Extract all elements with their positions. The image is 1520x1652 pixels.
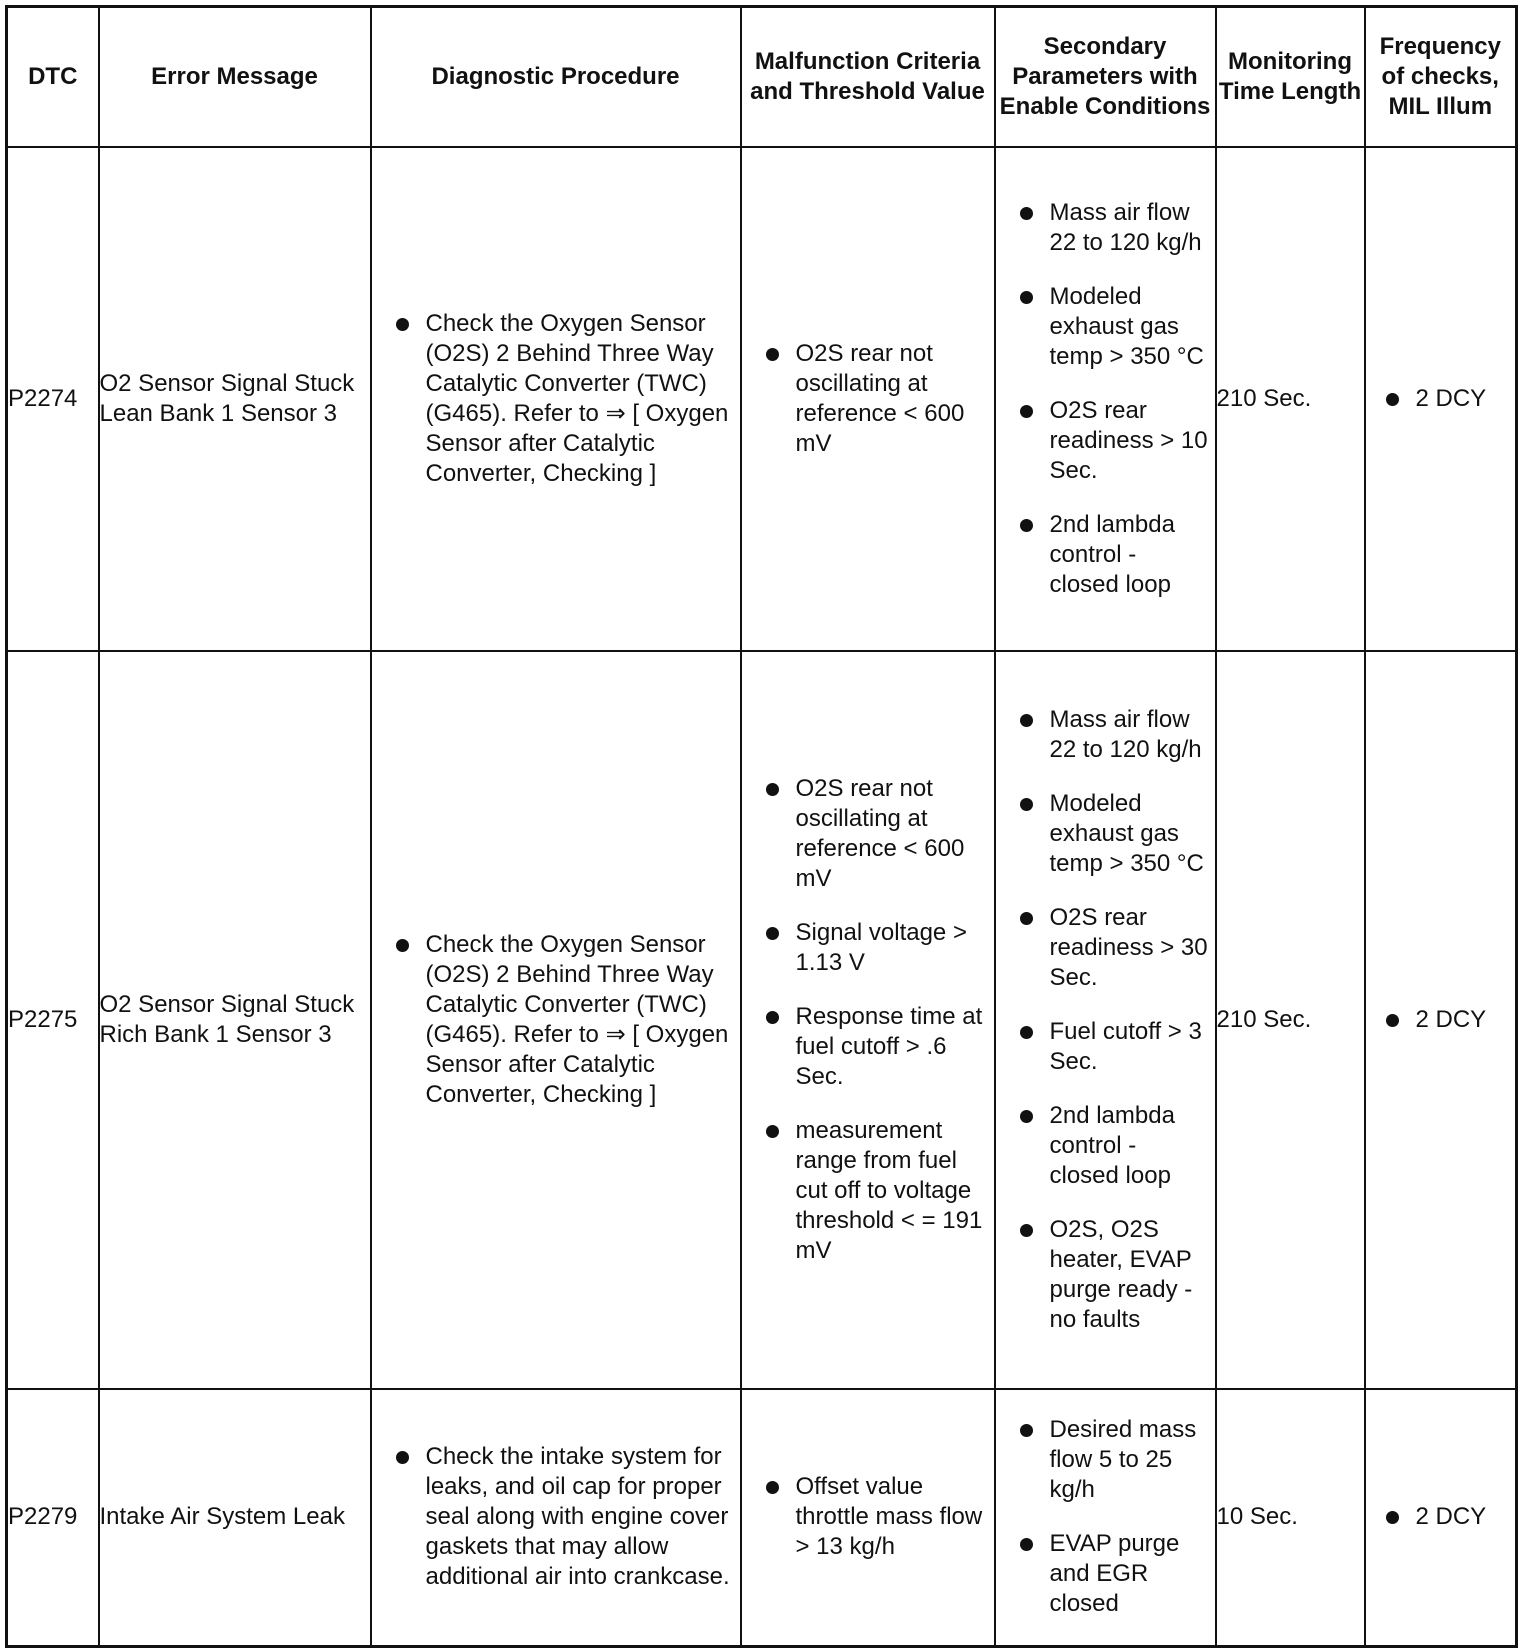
secondary-parameter-item: Mass air flow 22 to 120 kg/h [1020, 705, 1209, 765]
header-malfunction-criteria: Malfunction Criteria and Threshold Value [741, 7, 995, 147]
malfunction-criteria-item: Response time at fuel cutoff > .6 Sec. [766, 1002, 988, 1092]
error-message: Intake Air System Leak [99, 1389, 371, 1647]
malfunction-criteria-item: measurement range from fuel cut off to voltage threshold < = 191 mV [766, 1116, 988, 1266]
secondary-parameter-item: Modeled exhaust gas temp > 350 °C [1020, 789, 1209, 879]
frequency-item: 2 DCY [1386, 1502, 1510, 1532]
header-dtc: DTC [7, 7, 99, 147]
malfunction-criteria-item: Offset value throttle mass flow > 13 kg/h [766, 1472, 988, 1562]
secondary-parameter-item: EVAP purge and EGR closed [1020, 1529, 1209, 1619]
malfunction-criteria-item: Signal voltage > 1.13 V [766, 918, 988, 978]
header-row [7, 7, 1517, 147]
header-monitoring-time: Monitoring Time Length [1216, 7, 1365, 147]
malfunction-criteria-cell [741, 651, 995, 1389]
secondary-parameter-item: Desired mass flow 5 to 25 kg/h [1020, 1415, 1209, 1505]
diagnostic-procedure-cell [371, 651, 741, 1389]
secondary-parameter-item: Modeled exhaust gas temp > 350 °C [1020, 282, 1209, 372]
secondary-parameter-item: Mass air flow 22 to 120 kg/h [1020, 198, 1209, 258]
diagnostic-procedure-cell [371, 1389, 741, 1647]
frequency-item: 2 DCY [1386, 384, 1510, 414]
secondary-parameter-item: 2nd lambda control - closed loop [1020, 1101, 1209, 1191]
diagnostic-procedure-item: Check the intake system for leaks, and oil cap for proper seal along with engine cover gaskets that may allow additional air into crankcase. [396, 1442, 734, 1592]
frequency-cell [1365, 1389, 1517, 1647]
secondary-parameters-cell [995, 147, 1216, 651]
secondary-parameters-cell [995, 651, 1216, 1389]
dtc-code: P2275 [7, 651, 99, 1389]
dtc-code: P2279 [7, 1389, 99, 1647]
dtc-table [5, 5, 1518, 1648]
diagnostic-procedure-item: Check the Oxygen Sensor (O2S) 2 Behind Three Way Catalytic Converter (TWC) (G465). Refer to ⇒ [ Oxygen Sensor after Catalytic Converter, Checking ] [396, 309, 734, 489]
frequency-item: 2 DCY [1386, 1005, 1510, 1035]
malfunction-criteria-cell [741, 1389, 995, 1647]
frequency-cell [1365, 651, 1517, 1389]
secondary-parameter-item: O2S, O2S heater, EVAP purge ready - no faults [1020, 1215, 1209, 1335]
frequency-cell [1365, 147, 1517, 651]
header-frequency: Frequency of checks, MIL Illum [1365, 7, 1517, 147]
secondary-parameter-item: 2nd lambda control - closed loop [1020, 510, 1209, 600]
table-row [7, 651, 1517, 1389]
secondary-parameter-item: O2S rear readiness > 30 Sec. [1020, 903, 1209, 993]
secondary-parameters-cell [995, 1389, 1216, 1647]
table-row [7, 1389, 1517, 1647]
table-row [7, 147, 1517, 651]
monitoring-time: 210 Sec. [1216, 147, 1365, 651]
malfunction-criteria-item: O2S rear not oscillating at reference < 600 mV [766, 774, 988, 894]
dtc-code: P2274 [7, 147, 99, 651]
error-message: O2 Sensor Signal Stuck Rich Bank 1 Sensor 3 [99, 651, 371, 1389]
header-secondary-parameters: Secondary Parameters with Enable Conditions [995, 7, 1216, 147]
diagnostic-procedure-cell [371, 147, 741, 651]
secondary-parameter-item: O2S rear readiness > 10 Sec. [1020, 396, 1209, 486]
monitoring-time: 210 Sec. [1216, 651, 1365, 1389]
malfunction-criteria-item: O2S rear not oscillating at reference < 600 mV [766, 339, 988, 459]
diagnostic-procedure-item: Check the Oxygen Sensor (O2S) 2 Behind Three Way Catalytic Converter (TWC) (G465). Refer to ⇒ [ Oxygen Sensor after Catalytic Converter, Checking ] [396, 930, 734, 1110]
secondary-parameter-item: Fuel cutoff > 3 Sec. [1020, 1017, 1209, 1077]
error-message: O2 Sensor Signal Stuck Lean Bank 1 Sensor 3 [99, 147, 371, 651]
header-diagnostic-procedure: Diagnostic Procedure [371, 7, 741, 147]
header-error-message: Error Message [99, 7, 371, 147]
malfunction-criteria-cell [741, 147, 995, 651]
monitoring-time: 10 Sec. [1216, 1389, 1365, 1647]
